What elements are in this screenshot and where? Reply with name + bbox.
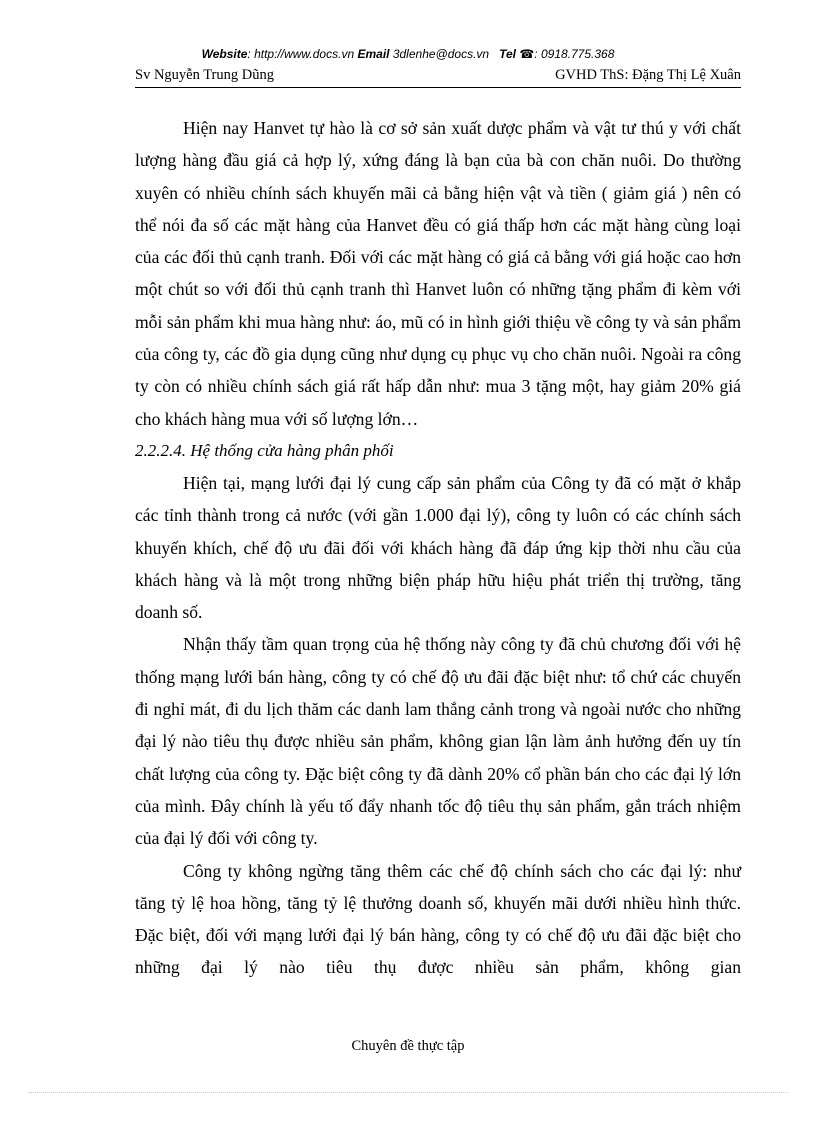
section-heading: 2.2.2.4. Hệ thống cửa hàng phân phối [135,440,394,460]
tel-number: : 0918.775.368 [534,47,615,61]
website-url[interactable]: : http://www.docs.vn [247,47,355,61]
paragraph-1: Hiện nay Hanvet tự hào là cơ sở sản xuất dược phẩm và vật tư thú y với chất lượng hàng đầu giá cả hợp lý, xứng đáng là bạn của bà con chăn nuôi. Do thường xuyên có nhiều chính sách khuyến mãi cả bằng hiện vật và tiền ( giảm giá ) nên có thể nói đa số các mặt hàng của Hanvet đều có giá thấp hơn các mặt hàng cùng loại của các đối thủ cạnh tranh. Đối với các mặt hàng có giá cả bằng với giá hoặc cao hơn một chút so với đối thủ cạnh tranh thì Hanvet luôn có những tặng phẩm đi kèm với mỗi sản phẩm khi mua hàng như: áo, mũ có in hình giới thiệu về công ty và sản phẩm của công ty, các đồ gia dụng cũng như dụng cụ phục vụ cho chăn nuôi. Ngoài ra công ty còn có nhiều chính sách giá rất hấp dẫn như: mua 3 tặng một, hay giảm 20% giá cho khách hàng mua với số lượng lớn… [135,118,741,429]
page-footer: Chuyên đề thực tập [351,1038,465,1054]
website-line [0,47,816,61]
document-body [135,112,741,984]
paragraph-4: Công ty không ngừng tăng thêm các chế độ chính sách cho các đại lý: như tăng tỷ lệ hoa hồng, tăng tỷ lệ thưởng doanh số, khuyến mãi dưới nhiều hình thức. Đặc biệt, đối với mạng lưới đại lý bán hàng, công ty có chế độ ưu đãi đặc biệt cho những đại lý nào tiêu thụ được nhiều sản phẩm, không gian [135,860,741,978]
paragraph-3: Nhận thấy tầm quan trọng của hệ thống này công ty đã chủ chương đối với hệ thống mạng lưới bán hàng, công ty có chế độ ưu đãi đặc biệt như: tổ chứ các chuyến đi nghỉ mát, đi du lịch thăm các danh lam thắng cảnh trong và ngoài nước cho những đại lý nào tiêu thụ được nhiều sản phẩm, không gian lận làm ảnh hưởng đến uy tín chất lượng của công ty. Đặc biệt công ty đã dành 20% cổ phần bán cho các đại lý lớn của mình. Đây chính là yếu tố đẩy nhanh tốc độ tiêu thụ sản phẩm, gắn trách nhiệm của đại lý đối với công ty. [135,634,741,849]
student-name: Sv Nguyễn Trung Dũng [135,67,274,83]
page-bottom-divider [28,1092,788,1093]
paragraph-2: Hiện tại, mạng lưới đại lý cung cấp sản phẩm của Công ty đã có mặt ở khắp các tỉnh thành trong cả nước (với gần 1.000 đại lý), công ty luôn có các chính sách khuyến khích, chế độ ưu đãi đối với khách hàng đã đáp ứng kịp thời nhu cầu của khách hàng và là một trong những biện pháp hữu hiệu phát triển thị trường, tăng doanh số. [135,472,741,623]
email-label: Email [357,47,390,61]
tel-label: Tel [499,47,516,61]
advisor-name: GVHD ThS: Đặng Thị Lệ Xuân [555,67,741,83]
phone-icon: ☎ [519,47,535,61]
page-header [135,67,741,88]
email-address[interactable]: 3dlenhe@docs.vn [392,47,490,61]
website-label: Website [201,47,248,61]
